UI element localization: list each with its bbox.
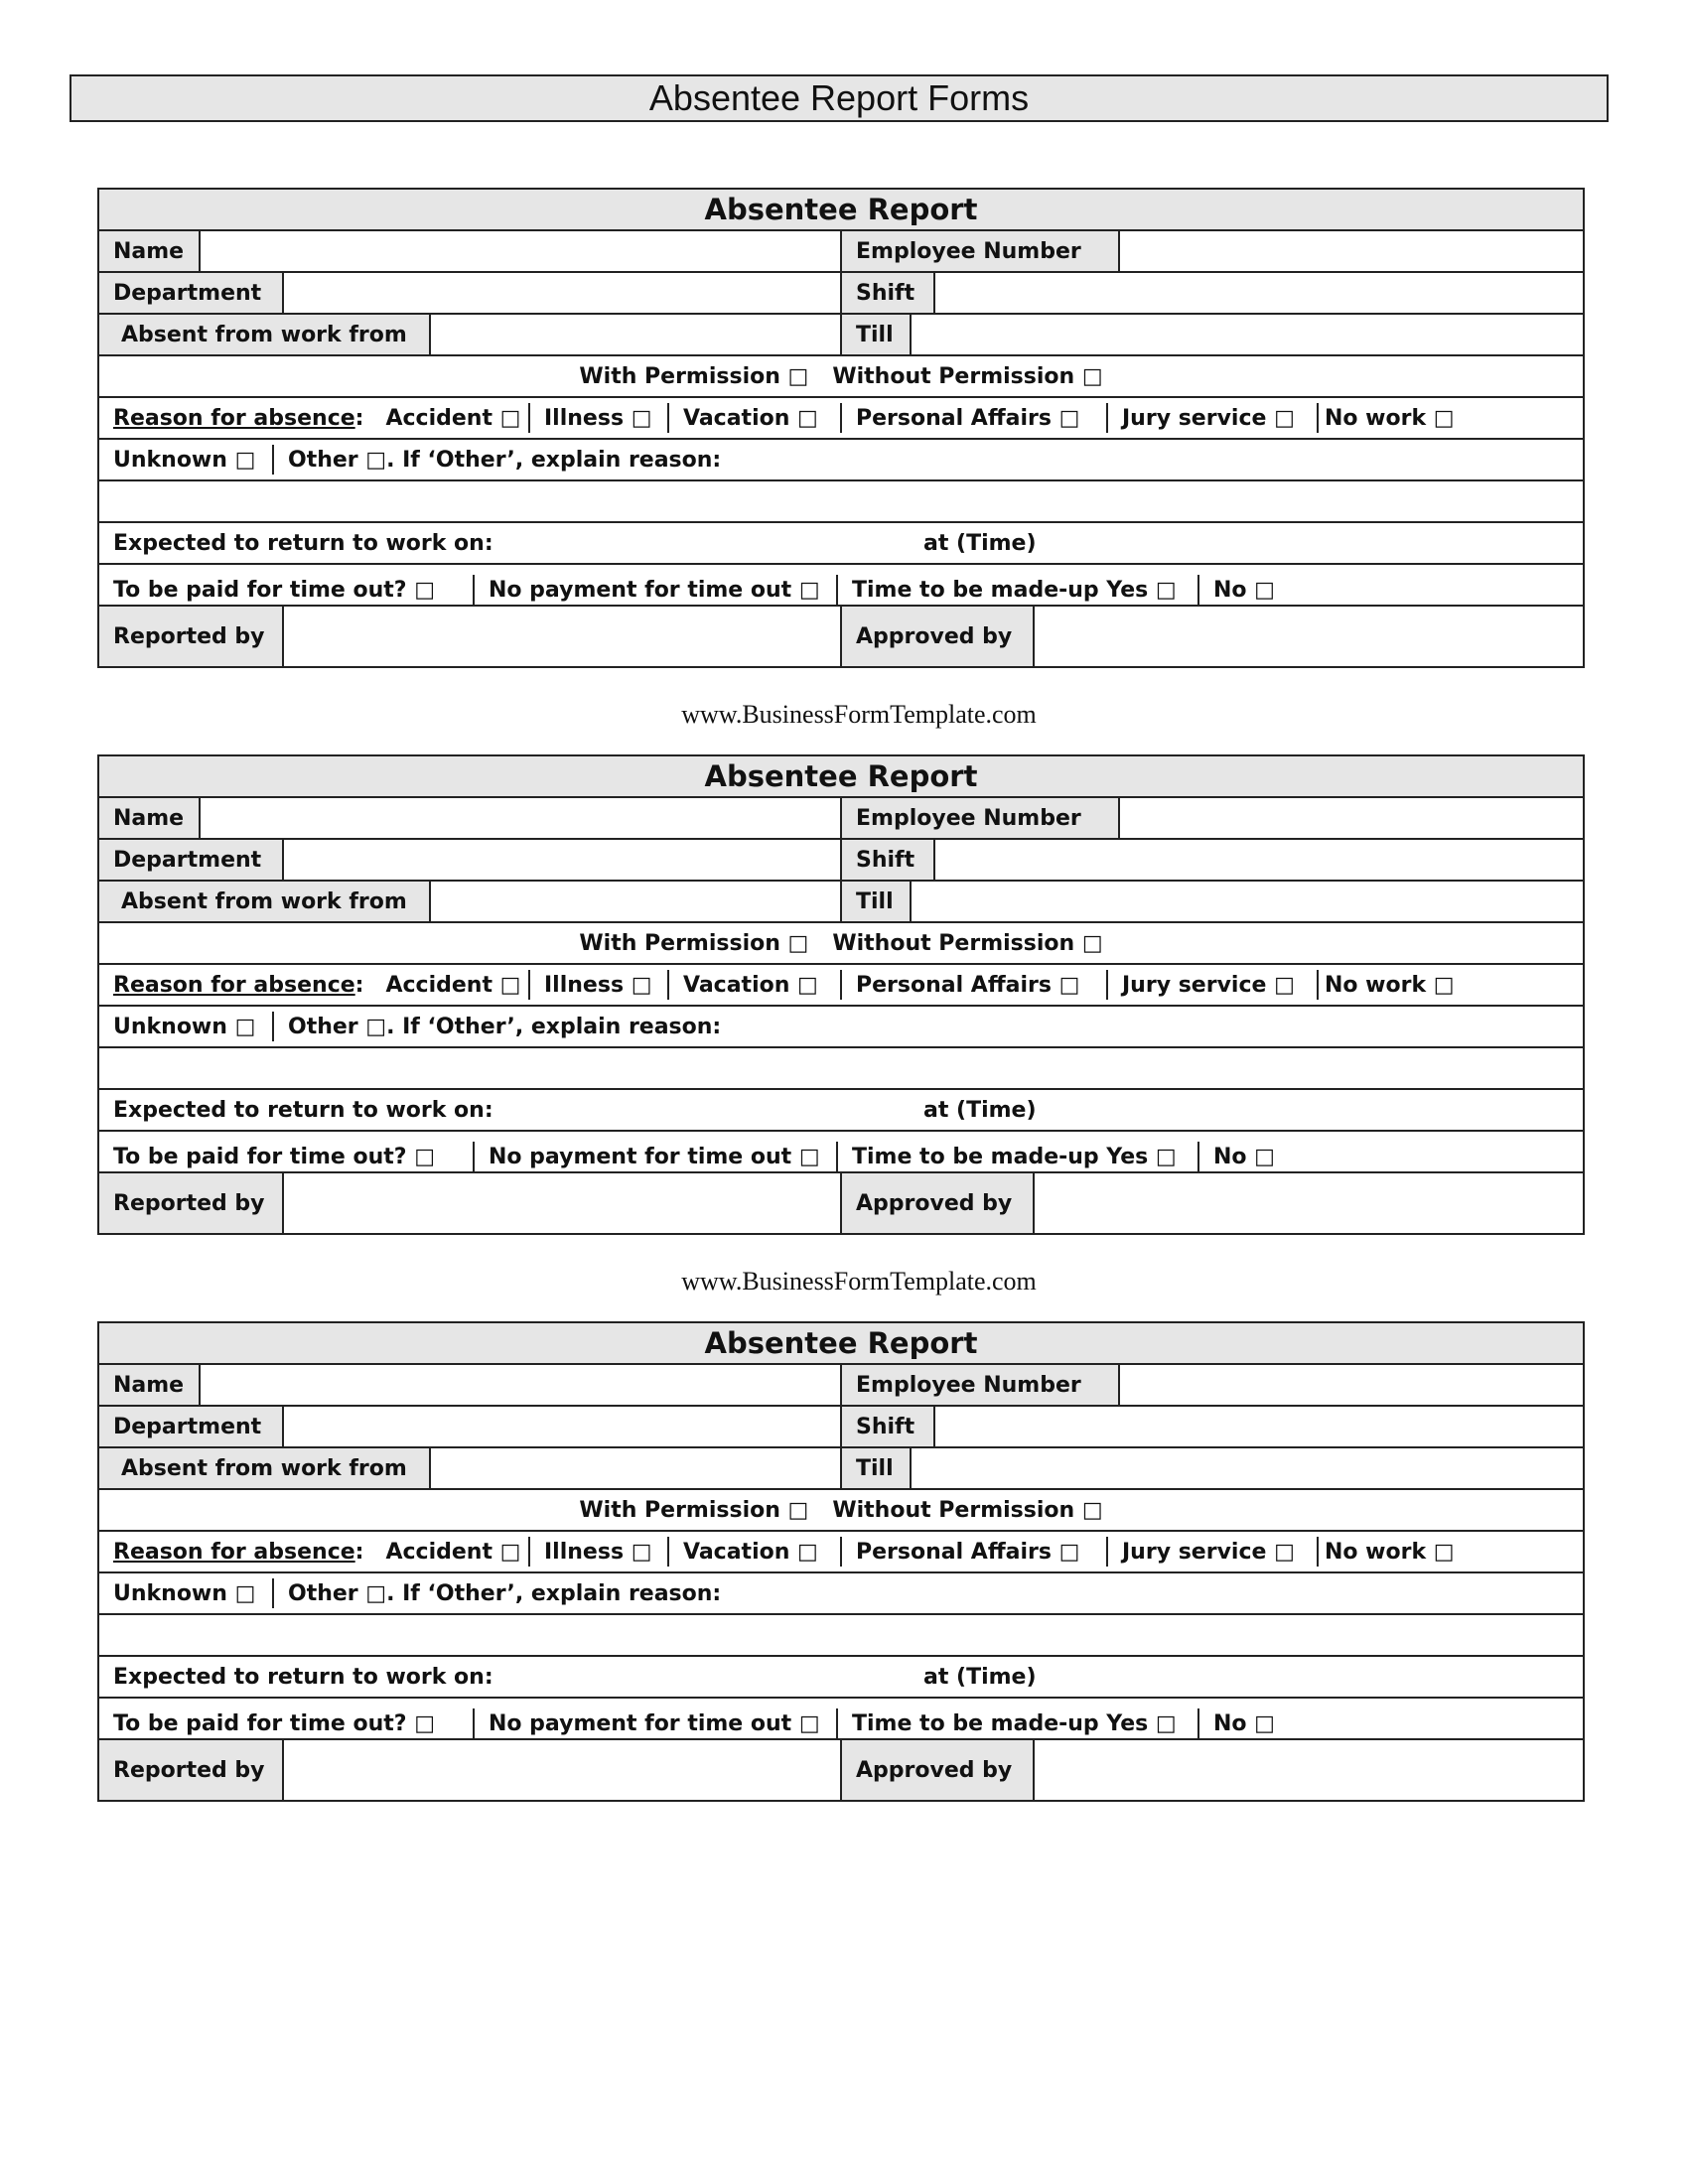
personal-affairs-checkbox[interactable]: Personal Affairs □ <box>840 970 1106 1000</box>
expected-return-label: Expected to return to work on: <box>113 1664 493 1690</box>
other-checkbox[interactable]: Other □. If ‘Other’, explain reason: <box>272 445 721 475</box>
employee-number-label: Employee Number <box>842 798 1120 838</box>
other-reason-field[interactable] <box>99 1048 1583 1090</box>
form-title: Absentee Report <box>99 1323 1583 1365</box>
approved-by-label: Approved by <box>842 607 1035 666</box>
accident-checkbox[interactable]: Accident □ <box>385 972 521 998</box>
name-label: Name <box>99 798 201 838</box>
department-field[interactable] <box>284 840 842 880</box>
made-up-no-checkbox[interactable]: No □ <box>1197 1708 1275 1738</box>
with-permission-checkbox[interactable]: With Permission □ <box>579 930 809 956</box>
reported-by-field[interactable] <box>284 1173 842 1233</box>
paid-checkbox[interactable]: To be paid for time out? □ <box>113 577 435 603</box>
absent-from-label: Absent from work from <box>99 882 431 921</box>
expected-return-label: Expected to return to work on: <box>113 530 493 556</box>
absent-from-label: Absent from work from <box>99 315 431 354</box>
employee-number-field[interactable] <box>1120 798 1583 838</box>
expected-return-label: Expected to return to work on: <box>113 1097 493 1123</box>
unknown-checkbox[interactable]: Unknown □ <box>113 1580 256 1606</box>
till-field[interactable] <box>912 315 1583 354</box>
other-checkbox[interactable]: Other □. If ‘Other’, explain reason: <box>272 1578 721 1608</box>
vacation-checkbox[interactable]: Vacation □ <box>667 403 840 433</box>
till-label: Till <box>842 1448 912 1488</box>
jury-service-checkbox[interactable]: Jury service □ <box>1106 1537 1317 1567</box>
reason-colon: : <box>354 405 364 431</box>
absentee-report-form <box>97 1321 1585 1802</box>
no-payment-checkbox[interactable]: No payment for time out □ <box>473 1708 836 1738</box>
approved-by-field[interactable] <box>1035 1740 1583 1800</box>
name-field[interactable] <box>201 798 842 838</box>
approved-by-label: Approved by <box>842 1173 1035 1233</box>
reported-by-label: Reported by <box>99 1740 284 1800</box>
name-field[interactable] <box>201 231 842 271</box>
form-title: Absentee Report <box>99 190 1583 231</box>
personal-affairs-checkbox[interactable]: Personal Affairs □ <box>840 403 1106 433</box>
without-permission-checkbox[interactable]: Without Permission □ <box>832 930 1103 956</box>
with-permission-checkbox[interactable]: With Permission □ <box>579 1497 809 1523</box>
approved-by-field[interactable] <box>1035 1173 1583 1233</box>
shift-label: Shift <box>842 273 935 313</box>
absent-from-label: Absent from work from <box>99 1448 431 1488</box>
jury-service-checkbox[interactable]: Jury service □ <box>1106 970 1317 1000</box>
at-time-label: at (Time) <box>923 1664 1037 1690</box>
made-up-yes-checkbox[interactable]: Time to be made-up Yes □ <box>836 575 1197 605</box>
jury-service-checkbox[interactable]: Jury service □ <box>1106 403 1317 433</box>
vacation-checkbox[interactable]: Vacation □ <box>667 970 840 1000</box>
reported-by-field[interactable] <box>284 1740 842 1800</box>
other-checkbox[interactable]: Other □. If ‘Other’, explain reason: <box>272 1012 721 1041</box>
shift-field[interactable] <box>935 273 1583 313</box>
reason-label: Reason for absence <box>113 405 355 431</box>
no-payment-checkbox[interactable]: No payment for time out □ <box>473 1142 836 1171</box>
department-label: Department <box>99 1407 284 1446</box>
name-label: Name <box>99 231 201 271</box>
form-title: Absentee Report <box>99 756 1583 798</box>
absentee-report-form <box>97 188 1585 668</box>
name-field[interactable] <box>201 1365 842 1405</box>
shift-label: Shift <box>842 840 935 880</box>
paid-checkbox[interactable]: To be paid for time out? □ <box>113 1710 435 1736</box>
illness-checkbox[interactable]: Illness □ <box>528 970 667 1000</box>
reported-by-label: Reported by <box>99 1173 284 1233</box>
page-title: Absentee Report Forms <box>70 74 1609 122</box>
absentee-report-form <box>97 754 1585 1235</box>
reason-colon: : <box>354 972 364 998</box>
accident-checkbox[interactable]: Accident □ <box>385 405 521 431</box>
reported-by-field[interactable] <box>284 607 842 666</box>
other-reason-field[interactable] <box>99 1615 1583 1657</box>
till-field[interactable] <box>912 1448 1583 1488</box>
shift-label: Shift <box>842 1407 935 1446</box>
other-reason-field[interactable] <box>99 481 1583 523</box>
reason-colon: : <box>354 1539 364 1565</box>
department-label: Department <box>99 273 284 313</box>
employee-number-field[interactable] <box>1120 231 1583 271</box>
at-time-label: at (Time) <box>923 1097 1037 1123</box>
department-field[interactable] <box>284 1407 842 1446</box>
illness-checkbox[interactable]: Illness □ <box>528 1537 667 1567</box>
employee-number-field[interactable] <box>1120 1365 1583 1405</box>
reason-label: Reason for absence <box>113 972 355 998</box>
approved-by-label: Approved by <box>842 1740 1035 1800</box>
without-permission-checkbox[interactable]: Without Permission □ <box>832 1497 1103 1523</box>
till-label: Till <box>842 315 912 354</box>
without-permission-checkbox[interactable]: Without Permission □ <box>832 363 1103 389</box>
absent-from-field[interactable] <box>431 882 842 921</box>
made-up-no-checkbox[interactable]: No □ <box>1197 1142 1275 1171</box>
with-permission-checkbox[interactable]: With Permission □ <box>579 363 809 389</box>
no-work-checkbox[interactable]: No work □ <box>1317 970 1455 1000</box>
shift-field[interactable] <box>935 1407 1583 1446</box>
no-work-checkbox[interactable]: No work □ <box>1317 403 1455 433</box>
vacation-checkbox[interactable]: Vacation □ <box>667 1537 840 1567</box>
department-field[interactable] <box>284 273 842 313</box>
shift-field[interactable] <box>935 840 1583 880</box>
name-label: Name <box>99 1365 201 1405</box>
till-field[interactable] <box>912 882 1583 921</box>
absent-from-field[interactable] <box>431 1448 842 1488</box>
accident-checkbox[interactable]: Accident □ <box>385 1539 521 1565</box>
employee-number-label: Employee Number <box>842 231 1120 271</box>
personal-affairs-checkbox[interactable]: Personal Affairs □ <box>840 1537 1106 1567</box>
no-work-checkbox[interactable]: No work □ <box>1317 1537 1455 1567</box>
at-time-label: at (Time) <box>923 530 1037 556</box>
employee-number-label: Employee Number <box>842 1365 1120 1405</box>
paid-checkbox[interactable]: To be paid for time out? □ <box>113 1144 435 1169</box>
footer-url: www.BusinessFormTemplate.com <box>681 700 1037 729</box>
no-payment-checkbox[interactable]: No payment for time out □ <box>473 575 836 605</box>
department-label: Department <box>99 840 284 880</box>
illness-checkbox[interactable]: Illness □ <box>528 403 667 433</box>
till-label: Till <box>842 882 912 921</box>
approved-by-field[interactable] <box>1035 607 1583 666</box>
reported-by-label: Reported by <box>99 607 284 666</box>
reason-label: Reason for absence <box>113 1539 355 1565</box>
unknown-checkbox[interactable]: Unknown □ <box>113 1014 256 1039</box>
made-up-yes-checkbox[interactable]: Time to be made-up Yes □ <box>836 1708 1197 1738</box>
absent-from-field[interactable] <box>431 315 842 354</box>
footer-url: www.BusinessFormTemplate.com <box>681 1267 1037 1296</box>
unknown-checkbox[interactable]: Unknown □ <box>113 447 256 473</box>
made-up-yes-checkbox[interactable]: Time to be made-up Yes □ <box>836 1142 1197 1171</box>
made-up-no-checkbox[interactable]: No □ <box>1197 575 1275 605</box>
